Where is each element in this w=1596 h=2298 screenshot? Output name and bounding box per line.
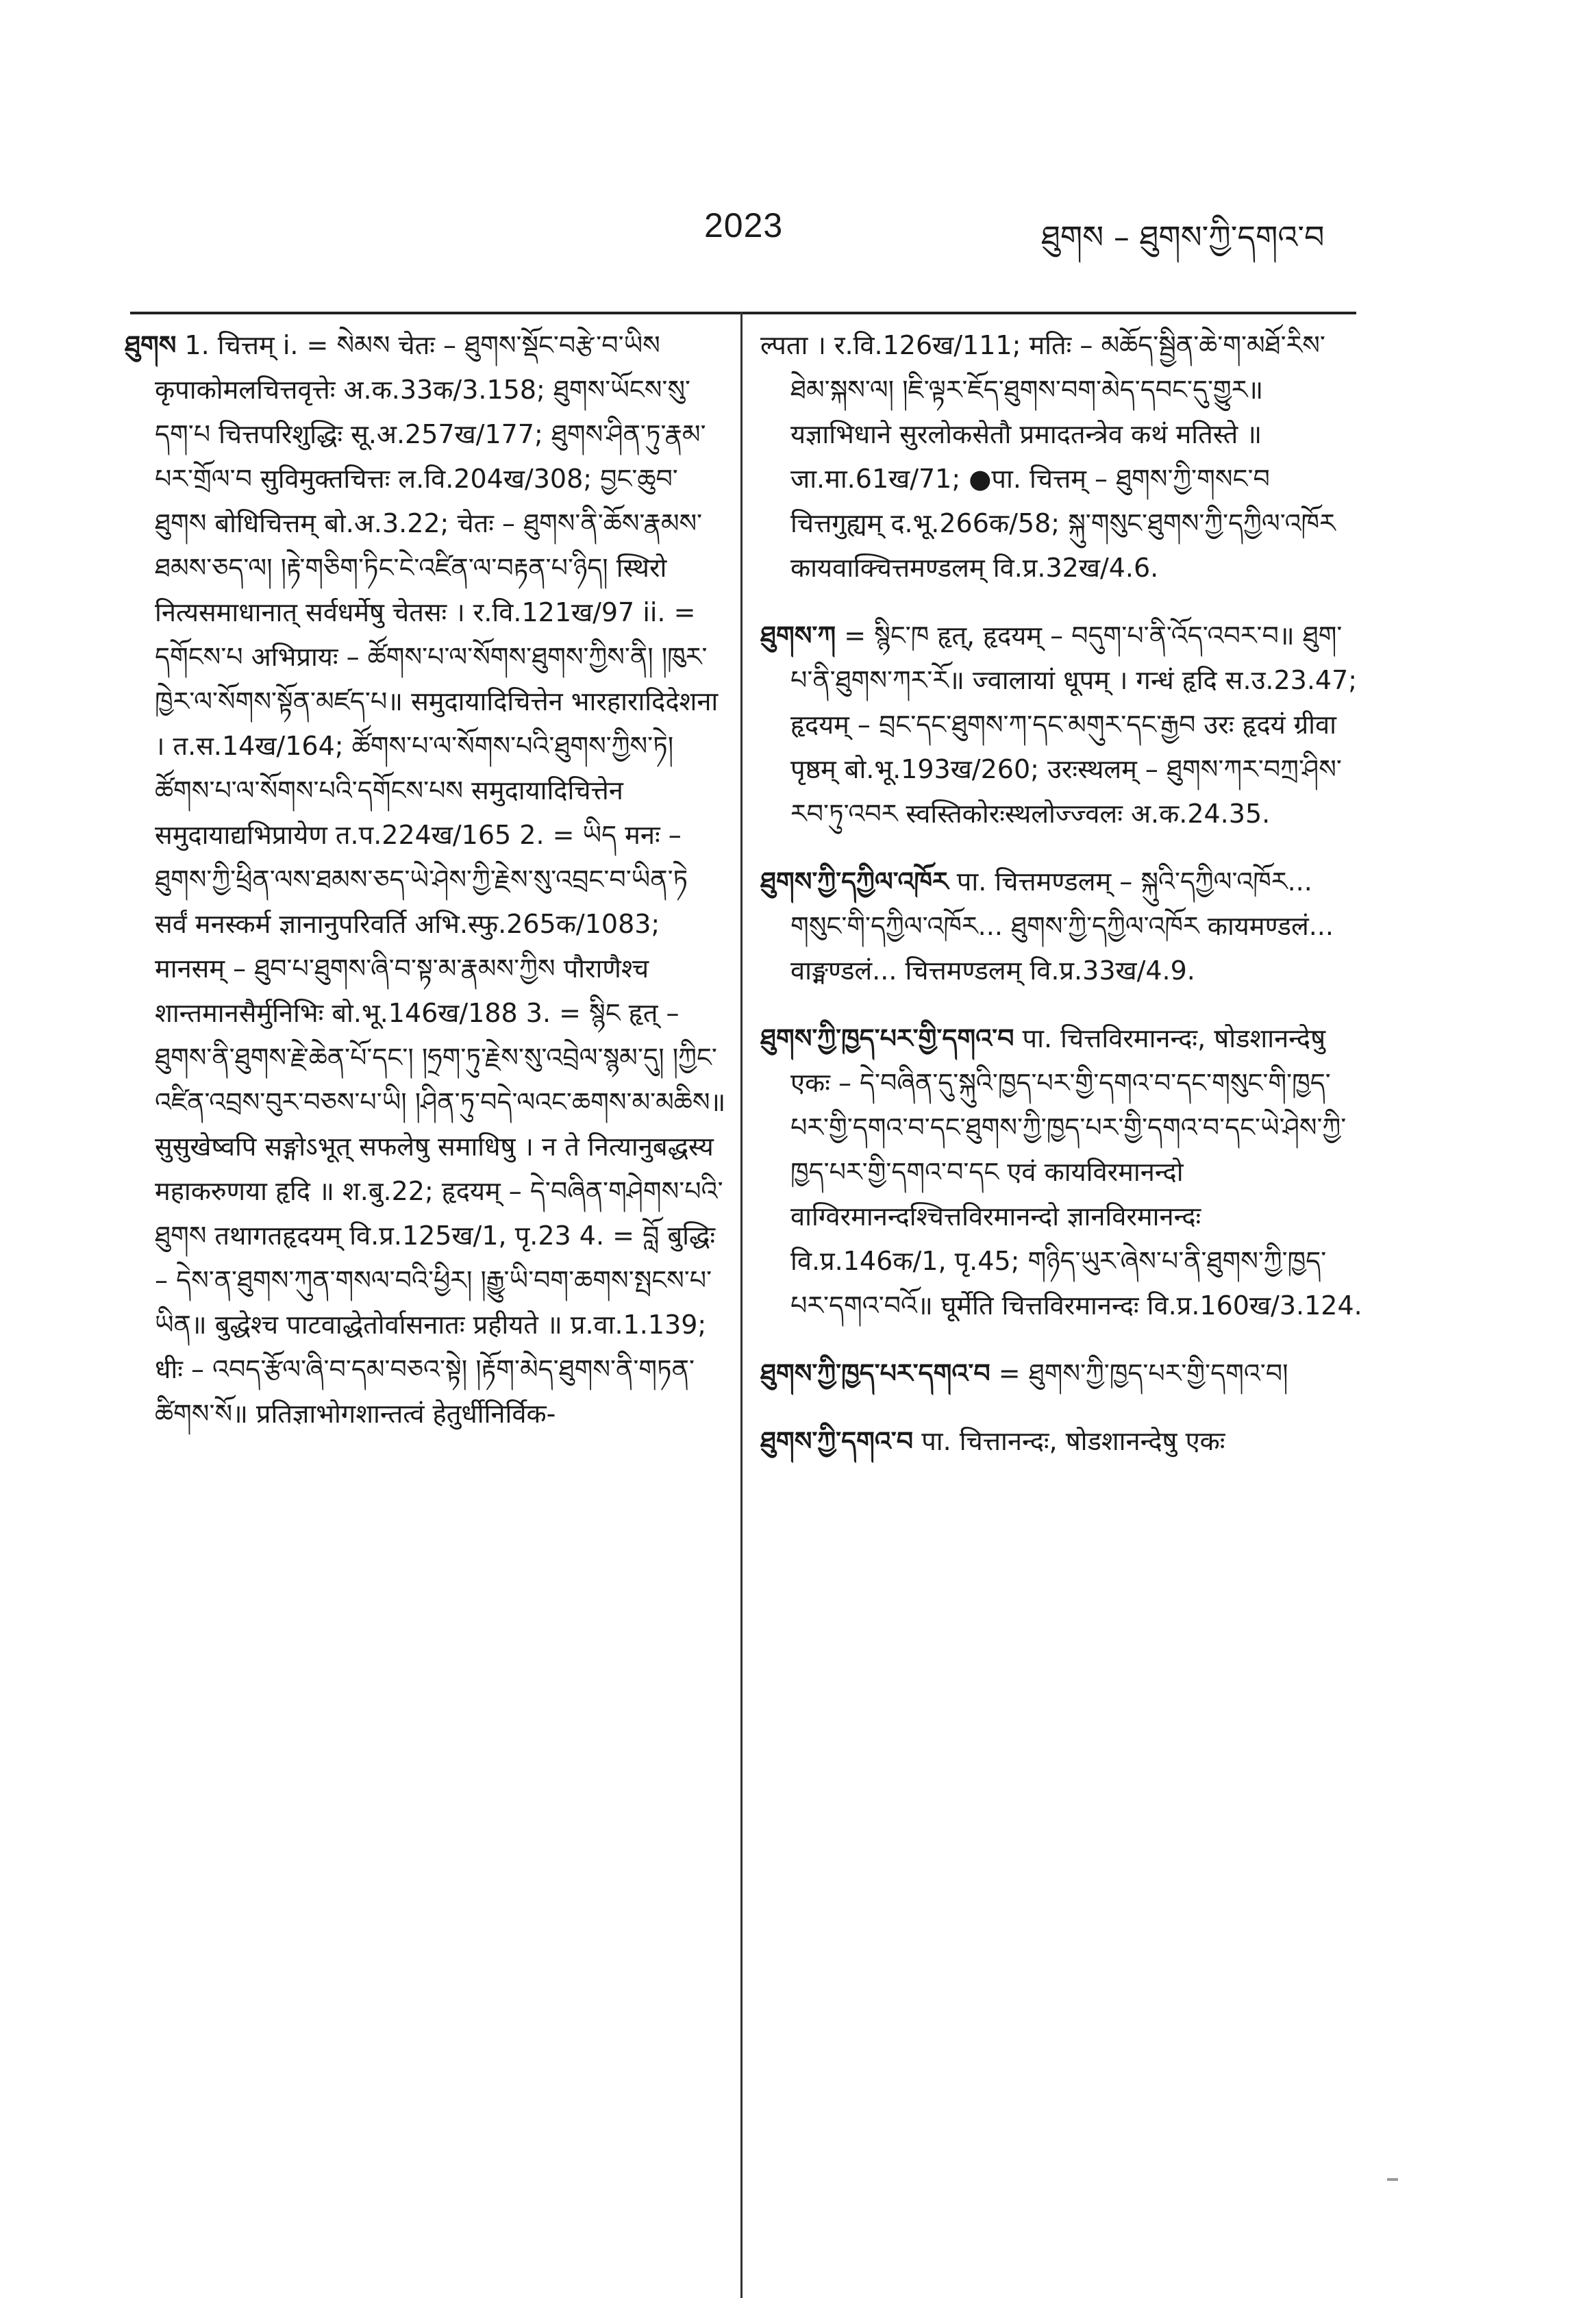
entry-text: पा. चित्तविरमानन्दः, षोडशानन्देषु एकः – དེ་བཞིན་དུ་སྐུའི་ཁྱད་པར་གྱི་དགའ་བ་དང་གསུང་གི་ཁྱད་པར་གྱི་དགའ་བ་དང་ཐུགས་ཀྱི་ཁྱད་པར་གྱི་དགའ་བ་དང་ཡེ་ཤེས་ཀྱི་ཁྱད་པར་གྱི་དགའ་བ་དང एवं कायविरमानन्दो वाग्विरमानन्दश्चित्तविरमानन्दो ज्ञानविरमानन्दः वि.प्र.146क/1, पृ.45; གཉིད་ཡུར་ཞེས་པ་ནི་ཐུགས་ཀྱི་ཁྱད་པར་དགའ་བའོ॥ घूर्मेति चित्तविरमानन्दः वि.प्र.160ख/3.124. <box>790 1023 1362 1321</box>
left-column <box>125 323 727 1460</box>
right-column <box>760 323 1363 1487</box>
dictionary-entry <box>760 614 1363 836</box>
entry-text: पा. चित्तानन्दः, षोडशानन्देषु एकः <box>921 1426 1225 1456</box>
entry-headword: ཐུགས་ཀ <box>760 621 836 651</box>
running-head: ཐུགས – ཐུགས་ཀྱི་དགའ་བ <box>1041 218 1325 255</box>
dictionary-entry <box>760 323 1363 590</box>
entry-text: = ཐུགས་ཀྱི་ཁྱད་པར་གྱི་དགའ་བ། <box>998 1358 1288 1388</box>
entry-headword: ཐུགས་ཀྱི་དགའ་བ <box>760 1426 914 1456</box>
entry-text: = སྙིང་ཁ हृत्, हृदयम् – བདུག་པ་ནི་འོད་འབར་བ॥ ཐུག་པ་ནི་ཐུགས་ཀར་རོ॥ ज्वालायां धूपम् । गन्धं हृदि स.उ.23.47; हृदयम् – བྲང་དང་ཐུགས་ཀ་དང་མགུར་དང་རྒྱབ उरः हृदयं ग्रीवा पृष्ठम् बो.भू.193ख/260; उरःस्थलम् – ཐུགས་ཀར་བཀྲ་ཤིས་རབ་ཏུ་འབར स्वस्तिकोरःस्थलोज्ज्वलः अ.क.24.35. <box>790 621 1358 829</box>
margin-mark <box>1387 2178 1398 2181</box>
entry-text: पा. चित्तमण्डलम् – སྐུའི་དཀྱིལ་འཁོར... གསུང་གི་དཀྱིལ་འཁོར... ཐུགས་ཀྱི་དཀྱིལ་འཁོར कायमण्डलं... वाङ्मण्डलं... चित्तमण्डलम् वि.प्र.33ख/4.9. <box>790 866 1334 986</box>
top-rule <box>130 312 1356 314</box>
dictionary-entry <box>760 1419 1363 1464</box>
entry-headword: ཐུགས་ཀྱི་དཀྱིལ་འཁོར <box>760 866 949 897</box>
dictionary-entry <box>760 1351 1363 1396</box>
column-divider <box>740 312 743 2298</box>
dictionary-entry <box>760 860 1363 993</box>
entry-headword: ཐུགས་ཀྱི་ཁྱད་པར་གྱི་དགའ་བ <box>760 1023 1014 1053</box>
dictionary-entry <box>125 323 727 1436</box>
entry-text: 1. चित्तम् i. = སེམས चेतः – ཐུགས་སྡོང་བརྩེ་བ་ཡིས कृपाकोमलचित्तवृत्तेः अ.क.33क/3.158; ཐུགས་ཡོངས་སུ་དག་པ चित्तपरिशुद्धिः सू.अ.257ख/177; ཐུགས་ཤིན་ཏུ་རྣམ་པར་གྲོལ་བ सुविमुक्तचित्तः ल.वि.204ख/308; བྱང་ཆུབ་ཐུགས बोधिचित्तम् बो.अ.3.22; चेतः – ཐུགས་ནི་ཆོས་རྣམས་ཐམས་ཅད་ལ། །རྟེ་གཅིག་ཏིང་ངེ་འཛིན་ལ་བརྟན་པ་ཉིད། स्थिरो नित्यसमाधानात् सर्वधर्मेषु चेतसः । र.वि.121ख/97 ii. = དགོངས་པ अभिप्रायः – ཚོགས་པ་ལ་སོགས་ཐུགས་ཀྱིས་ནི། །ཁུར་ཁྱེར་ལ་སོགས་སྟོན་མཛད་པ॥ समुदायादिचित्तेन भारहारादिदेशना । त.स.14ख/164; ཚོགས་པ་ལ་སོགས་པའི་ཐུགས་ཀྱིས་ཏེ། ཚོགས་པ་ལ་སོགས་པའི་དགོངས་པས समुदायादिचित्तेन समुदायाद्यभिप्रायेण त.प.224ख/165 2. = ཡིད मनः – ཐུགས་ཀྱི་ཕྲིན་ལས་ཐམས་ཅད་ཡེ་ཤེས་ཀྱི་རྗེས་སུ་འབྲང་བ་ཡིན་ཏེ सर्वं मनस्कर्म ज्ञानानुपरिवर्ति अभि.स्फु.265क/1083; मानसम् – ཐུབ་པ་ཐུགས་ཞི་བ་སྟ་མ་རྣམས་ཀྱིས पौराणैश्च शान्तमानसैर्मुनिभिः बो.भू.146ख/188 3. = སྙིང हृत् – ཐུགས་ནི་ཐུགས་རྗེ་ཆེན་པོ་དང་། །ཧྲག་ཏུ་རྗེས་སུ་འབྲེལ་སྙམ་དུ། །ཀྱིང་འཛིན་འབྲས་བུར་བཅས་པ་ཡི། །ཤིན་ཏུ་བདེ་ལའང་ཆགས་མ་མཆིས॥ सुसुखेष्वपि सङ्गोऽभूत् सफलेषु समाधिषु । न ते नित्यानुबद्धस्य महाकरुणया हृदि ॥ श.बु.22; हृदयम् – དེ་བཞིན་གཤེགས་པའི་ཐུགས तथागतहृदयम् वि.प्र.125ख/1, पृ.23 4. = བློ बुद्धिः – དེས་ན་ཐུགས་ཀུན་གསལ་བའི་ཕྱིར། །རྒྱུ་ཡི་བག་ཆགས་སྤངས་པ་ཡིན॥ बुद्धेश्च पाटवाद्धेतोर्वासनातः प्रहीयते ॥ प्र.वा.1.139; धीः – འབད་རྩོལ་ཞི་བ་དམ་བཅའ་སྟེ། །རྟོག་མེད་ཐུགས་ནི་གཏན་ཚིགས་སོ॥ प्रतिज्ञाभोगशान्तत्वं हेतुर्धीनिर्विक- <box>155 330 726 1429</box>
entry-headword: ཐུགས་ཀྱི་ཁྱད་པར་དགའ་བ <box>760 1358 990 1388</box>
dictionary-entry <box>760 1016 1363 1328</box>
page-number: 2023 <box>704 206 784 245</box>
entry-text: ल्पता । र.वि.126ख/111; मतिः – མཆོད་སྦྱིན་ཆེ་ག་མཐོ་རིས་ཐེམ་སྐས་ལ། །ཇི་ལྟར་ཇོད་ཐུགས་བག་མེད་དབང་དུ་གྱུར॥ यज्ञाभिधाने सुरलोकसेतौ प्रमादतन्त्रेव कथं मतिस्ते ॥ जा.मा.61ख/71; ●पा. चित्तम् – ཐུགས་ཀྱི་གསང་བ चित्तगुह्यम् द.भू.266क/58; སྐུ་གསུང་ཐུགས་ཀྱི་དཀྱིལ་འཁོར कायवाक्चित्तमण्डलम् वि.प्र.32ख/4.6. <box>760 330 1336 583</box>
entry-headword: ཐུགས <box>125 330 177 360</box>
